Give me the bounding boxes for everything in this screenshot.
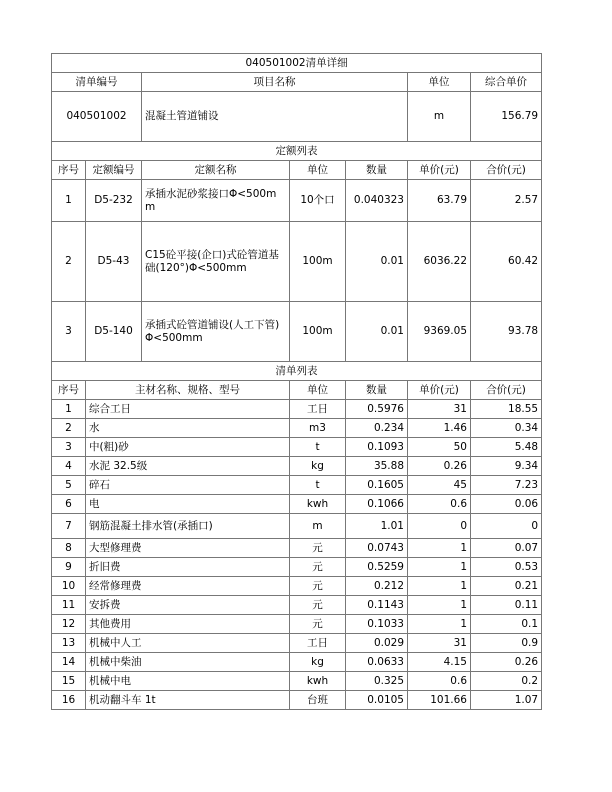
material-name: 其他费用 — [86, 615, 290, 634]
material-name: 机械中柴油 — [86, 653, 290, 672]
quota-no: 1 — [52, 180, 86, 222]
material-total: 9.34 — [471, 457, 542, 476]
material-price: 0.6 — [408, 495, 471, 514]
material-name: 电 — [86, 495, 290, 514]
quota-name: 承插式砼管道铺设(人工下管)Φ<500mm — [142, 302, 290, 362]
quota-header-name: 定额名称 — [142, 161, 290, 180]
material-unit: m3 — [290, 419, 346, 438]
material-row — [52, 419, 542, 438]
material-no: 3 — [52, 438, 86, 457]
quota-header-row — [52, 161, 542, 180]
material-no: 13 — [52, 634, 86, 653]
item-code: 040501002 — [52, 92, 142, 142]
material-unit: t — [290, 476, 346, 495]
material-price: 1 — [408, 596, 471, 615]
material-qty: 0.029 — [346, 634, 408, 653]
quota-row — [52, 222, 542, 302]
material-row — [52, 596, 542, 615]
material-price: 0.26 — [408, 457, 471, 476]
material-header-total: 合价(元) — [471, 381, 542, 400]
material-header-name: 主材名称、规格、型号 — [86, 381, 290, 400]
material-header-price: 单价(元) — [408, 381, 471, 400]
material-name: 折旧费 — [86, 558, 290, 577]
name-header: 项目名称 — [142, 73, 408, 92]
item-price: 156.79 — [471, 92, 542, 142]
material-row — [52, 457, 542, 476]
code-header: 清单编号 — [52, 73, 142, 92]
material-no: 6 — [52, 495, 86, 514]
quota-price: 9369.05 — [408, 302, 471, 362]
material-name: 中(粗)砂 — [86, 438, 290, 457]
material-name: 大型修理费 — [86, 539, 290, 558]
table-title: 040501002清单详细 — [52, 54, 542, 73]
material-price: 45 — [408, 476, 471, 495]
material-unit: 台班 — [290, 691, 346, 710]
material-unit: m — [290, 514, 346, 539]
material-total: 0.53 — [471, 558, 542, 577]
material-unit: kwh — [290, 672, 346, 691]
quota-section-title: 定额列表 — [52, 142, 542, 161]
material-row — [52, 539, 542, 558]
material-no: 2 — [52, 419, 86, 438]
material-no: 7 — [52, 514, 86, 539]
material-price: 101.66 — [408, 691, 471, 710]
material-price: 1 — [408, 577, 471, 596]
quota-code: D5-232 — [86, 180, 142, 222]
material-name: 水泥 32.5级 — [86, 457, 290, 476]
quota-header-price: 单价(元) — [408, 161, 471, 180]
quota-name: C15砼平接(企口)式砼管道基础(120°)Φ<500mm — [142, 222, 290, 302]
quota-qty: 0.01 — [346, 302, 408, 362]
material-row — [52, 672, 542, 691]
material-name: 钢筋混凝土排水管(承插口) — [86, 514, 290, 539]
material-total: 0.07 — [471, 539, 542, 558]
quota-name: 承插水泥砂浆接口Φ<500mm — [142, 180, 290, 222]
material-row — [52, 400, 542, 419]
material-price: 4.15 — [408, 653, 471, 672]
material-price: 31 — [408, 634, 471, 653]
material-name: 水 — [86, 419, 290, 438]
material-price: 1.46 — [408, 419, 471, 438]
material-total: 0.06 — [471, 495, 542, 514]
material-qty: 0.5976 — [346, 400, 408, 419]
material-no: 14 — [52, 653, 86, 672]
quota-no: 2 — [52, 222, 86, 302]
material-price: 1 — [408, 539, 471, 558]
quota-no: 3 — [52, 302, 86, 362]
unit-header: 单位 — [408, 73, 471, 92]
material-qty: 0.212 — [346, 577, 408, 596]
material-total: 0.9 — [471, 634, 542, 653]
material-qty: 0.5259 — [346, 558, 408, 577]
material-qty: 35.88 — [346, 457, 408, 476]
material-row — [52, 691, 542, 710]
material-section-title: 清单列表 — [52, 362, 542, 381]
quota-qty: 0.040323 — [346, 180, 408, 222]
material-name: 机械中电 — [86, 672, 290, 691]
material-row — [52, 558, 542, 577]
material-no: 8 — [52, 539, 86, 558]
material-name: 碎石 — [86, 476, 290, 495]
quota-total: 93.78 — [471, 302, 542, 362]
material-header-row — [52, 381, 542, 400]
material-price: 50 — [408, 438, 471, 457]
material-qty: 0.1093 — [346, 438, 408, 457]
material-name: 经常修理费 — [86, 577, 290, 596]
material-price: 0 — [408, 514, 471, 539]
material-total: 0.2 — [471, 672, 542, 691]
quota-header-qty: 数量 — [346, 161, 408, 180]
quota-unit: 10个口 — [290, 180, 346, 222]
material-total: 1.07 — [471, 691, 542, 710]
material-total: 18.55 — [471, 400, 542, 419]
material-row — [52, 653, 542, 672]
material-row — [52, 495, 542, 514]
material-qty: 0.0743 — [346, 539, 408, 558]
quota-code: D5-43 — [86, 222, 142, 302]
material-qty: 0.1605 — [346, 476, 408, 495]
material-total: 7.23 — [471, 476, 542, 495]
material-total: 0.21 — [471, 577, 542, 596]
material-unit: kg — [290, 653, 346, 672]
quota-total: 2.57 — [471, 180, 542, 222]
material-no: 4 — [52, 457, 86, 476]
material-total: 0.1 — [471, 615, 542, 634]
material-total: 5.48 — [471, 438, 542, 457]
material-no: 5 — [52, 476, 86, 495]
material-unit: 元 — [290, 615, 346, 634]
bill-detail-table — [51, 53, 542, 710]
material-header-unit: 单位 — [290, 381, 346, 400]
material-unit: kg — [290, 457, 346, 476]
material-name: 安拆费 — [86, 596, 290, 615]
quota-price: 6036.22 — [408, 222, 471, 302]
material-row — [52, 615, 542, 634]
material-price: 1 — [408, 615, 471, 634]
material-qty: 0.1066 — [346, 495, 408, 514]
material-name: 综合工日 — [86, 400, 290, 419]
material-unit: 元 — [290, 558, 346, 577]
material-qty: 0.234 — [346, 419, 408, 438]
material-row — [52, 438, 542, 457]
material-no: 15 — [52, 672, 86, 691]
quota-header-total: 合价(元) — [471, 161, 542, 180]
material-header-no: 序号 — [52, 381, 86, 400]
material-no: 16 — [52, 691, 86, 710]
material-name: 机械中人工 — [86, 634, 290, 653]
material-row — [52, 634, 542, 653]
material-price: 1 — [408, 558, 471, 577]
material-unit: kwh — [290, 495, 346, 514]
quota-price: 63.79 — [408, 180, 471, 222]
material-no: 1 — [52, 400, 86, 419]
quota-row — [52, 302, 542, 362]
material-unit: t — [290, 438, 346, 457]
price-header: 综合单价 — [471, 73, 542, 92]
material-qty: 0.1033 — [346, 615, 408, 634]
quota-total: 60.42 — [471, 222, 542, 302]
quota-qty: 0.01 — [346, 222, 408, 302]
material-price: 31 — [408, 400, 471, 419]
material-unit: 工日 — [290, 634, 346, 653]
quota-unit: 100m — [290, 302, 346, 362]
material-no: 12 — [52, 615, 86, 634]
material-unit: 元 — [290, 577, 346, 596]
material-total: 0.34 — [471, 419, 542, 438]
material-qty: 0.0105 — [346, 691, 408, 710]
item-name: 混凝土管道铺设 — [142, 92, 408, 142]
material-qty: 0.1143 — [346, 596, 408, 615]
material-total: 0.26 — [471, 653, 542, 672]
material-unit: 工日 — [290, 400, 346, 419]
quota-code: D5-140 — [86, 302, 142, 362]
material-total: 0 — [471, 514, 542, 539]
item-unit: m — [408, 92, 471, 142]
quota-header-unit: 单位 — [290, 161, 346, 180]
material-no: 11 — [52, 596, 86, 615]
material-unit: 元 — [290, 539, 346, 558]
material-row — [52, 514, 542, 539]
material-price: 0.6 — [408, 672, 471, 691]
quota-header-code: 定额编号 — [86, 161, 142, 180]
material-name: 机动翻斗车 1t — [86, 691, 290, 710]
quota-row — [52, 180, 542, 222]
material-unit: 元 — [290, 596, 346, 615]
material-header-qty: 数量 — [346, 381, 408, 400]
material-qty: 1.01 — [346, 514, 408, 539]
material-total: 0.11 — [471, 596, 542, 615]
material-qty: 0.0633 — [346, 653, 408, 672]
material-row — [52, 476, 542, 495]
item-row — [52, 92, 542, 142]
material-qty: 0.325 — [346, 672, 408, 691]
material-no: 9 — [52, 558, 86, 577]
quota-header-no: 序号 — [52, 161, 86, 180]
item-header-row — [52, 73, 542, 92]
material-no: 10 — [52, 577, 86, 596]
material-row — [52, 577, 542, 596]
quota-unit: 100m — [290, 222, 346, 302]
